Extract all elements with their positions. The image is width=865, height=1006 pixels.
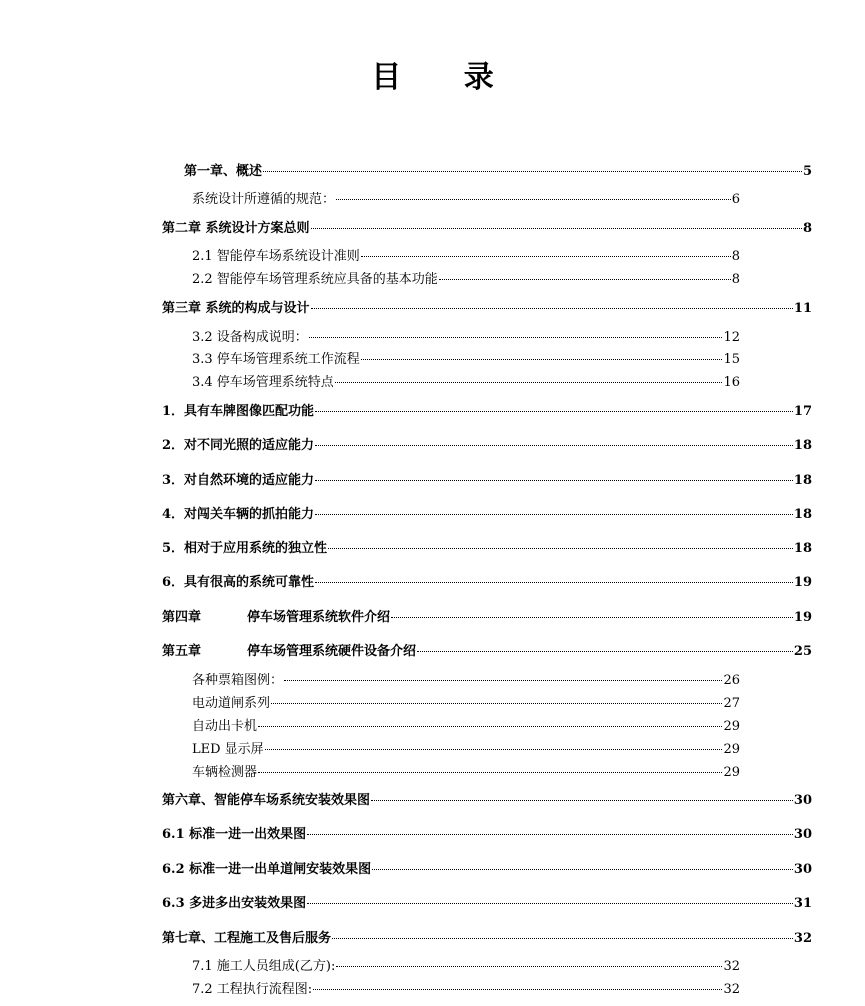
toc-page-number: 29 [723, 719, 740, 734]
toc-page-number: 18 [793, 507, 812, 522]
toc-entry[interactable] [162, 861, 812, 879]
toc-entry-label: 3.2 设备构成说明： [192, 330, 308, 345]
toc-leader-dots [315, 582, 793, 583]
toc-page-number: 31 [793, 896, 812, 911]
toc-entry[interactable] [192, 329, 740, 347]
toc-entry-label: 6.1 标准一进一出效果图 [162, 827, 307, 842]
toc-entry[interactable] [192, 248, 740, 266]
toc-entry-label: 5．相对于应用系统的独立性 [162, 541, 328, 556]
toc-entry[interactable] [162, 300, 812, 318]
toc-page-number: 18 [793, 438, 812, 453]
toc-entry[interactable] [162, 930, 812, 948]
toc-leader-dots [372, 869, 793, 870]
toc-leader-dots [258, 726, 722, 727]
toc-entry-label: 2.1 智能停车场系统设计准则 [192, 249, 360, 264]
toc-leader-dots [263, 171, 802, 172]
toc-leader-dots [311, 228, 802, 229]
toc-leader-dots [361, 359, 723, 360]
toc-entry-label: LED 显示屏 [192, 742, 264, 757]
toc-entry[interactable] [192, 958, 740, 976]
toc-leader-dots [332, 938, 793, 939]
toc-entry[interactable] [192, 351, 740, 369]
toc-entry[interactable] [162, 826, 812, 844]
toc-leader-dots [328, 548, 793, 549]
toc-entry-label: 3.3 停车场管理系统工作流程 [192, 352, 360, 367]
toc-entry-label: 7.2 工程执行流程图: [192, 982, 313, 997]
toc-entry[interactable] [162, 403, 812, 421]
toc-page-number: 27 [723, 696, 740, 711]
toc-page-number: 8 [802, 221, 812, 236]
toc-leader-dots [284, 680, 722, 681]
toc-entry[interactable] [162, 540, 812, 558]
toc-page-number: 29 [723, 765, 740, 780]
toc-entry-label: 车辆检测器 [192, 765, 258, 780]
toc-entry[interactable] [162, 609, 812, 627]
toc-entry-label: 4．对闯关车辆的抓拍能力 [162, 507, 315, 522]
toc-page-number: 16 [723, 375, 740, 390]
toc-leader-dots [315, 411, 793, 412]
toc-leader-dots [315, 480, 793, 481]
toc-leader-dots [371, 800, 793, 801]
toc-entry[interactable] [192, 718, 740, 736]
toc-page-number: 19 [793, 610, 812, 625]
toc-page-number: 17 [793, 404, 812, 419]
toc-entry-label: 第四章 [162, 610, 202, 625]
toc-entry[interactable] [192, 271, 740, 289]
toc-page-number: 18 [793, 541, 812, 556]
toc-page-number: 8 [731, 249, 740, 264]
toc-entry[interactable] [162, 506, 812, 524]
toc-entry-subtitle: 停车场管理系统软件介绍 [247, 610, 391, 625]
toc-entry[interactable] [192, 191, 740, 209]
toc-entry[interactable] [162, 220, 812, 238]
toc-entry[interactable] [162, 895, 812, 913]
toc-page-number: 12 [723, 330, 740, 345]
toc-leader-dots [309, 337, 723, 338]
toc-entry-label: 系统设计所遵循的规范： [192, 192, 336, 207]
toc-leader-dots [391, 617, 793, 618]
toc-entry[interactable] [184, 163, 812, 181]
toc-entry-label: 第六章、智能停车场系统安装效果图 [162, 793, 371, 808]
toc-title: 目 录 [371, 60, 520, 95]
toc-page-number: 32 [723, 982, 740, 997]
toc-leader-dots [361, 256, 731, 257]
toc-entry-label: 6．具有很高的系统可靠性 [162, 575, 315, 590]
toc-entry-subtitle: 停车场管理系统硬件设备介绍 [247, 644, 417, 659]
toc-entry[interactable] [162, 472, 812, 490]
toc-page-number: 15 [723, 352, 740, 367]
toc-page-number: 11 [793, 301, 812, 316]
toc-leader-dots [258, 772, 722, 773]
toc-entry-label: 3.4 停车场管理系统特点 [192, 375, 334, 390]
toc-page-number: 6 [731, 192, 740, 207]
toc-entry-label: 各种票箱图例： [192, 673, 284, 688]
toc-leader-dots [439, 279, 731, 280]
toc-leader-dots [313, 989, 722, 990]
toc-entry-label: 6.2 标准一进一出单道闸安装效果图 [162, 862, 372, 877]
toc-leader-dots [315, 445, 793, 446]
toc-leader-dots [336, 966, 722, 967]
toc-page-number: 32 [793, 931, 812, 946]
toc-page-number: 29 [723, 742, 740, 757]
toc-entry[interactable] [162, 574, 812, 592]
toc-entry-label: 第一章、概述 [184, 164, 263, 179]
toc-entry[interactable] [192, 741, 740, 759]
toc-entry-label: 第五章 [162, 644, 202, 659]
toc-leader-dots [265, 749, 723, 750]
toc-entry[interactable] [192, 374, 740, 392]
toc-entry-label: 7.1 施工人员组成(乙方): [192, 959, 336, 974]
toc-page-number: 5 [802, 164, 812, 179]
toc-entry-label: 第三章 系统的构成与设计 [162, 301, 310, 316]
toc-entry[interactable] [192, 764, 740, 782]
toc-page-number: 18 [793, 473, 812, 488]
toc-entry-label: 第二章 系统设计方案总则 [162, 221, 310, 236]
toc-leader-dots [307, 834, 793, 835]
toc-leader-dots [417, 651, 793, 652]
toc-page-number: 30 [793, 862, 812, 877]
toc-entry-label: 自动出卡机 [192, 719, 258, 734]
toc-entry[interactable] [192, 981, 740, 999]
toc-leader-dots [271, 703, 722, 704]
toc-page-number: 19 [793, 575, 812, 590]
toc-entry-label: 电动道闸系列 [192, 696, 271, 711]
toc-entry-label: 2.2 智能停车场管理系统应具备的基本功能 [192, 272, 438, 287]
toc-entry[interactable] [192, 672, 740, 690]
toc-leader-dots [307, 903, 793, 904]
toc-page-number: 32 [723, 959, 740, 974]
toc-leader-dots [336, 199, 731, 200]
toc-page-number: 30 [793, 793, 812, 808]
toc-leader-dots [315, 514, 793, 515]
toc-entry-label: 2．对不同光照的适应能力 [162, 438, 315, 453]
toc-page-number: 25 [793, 644, 812, 659]
toc-entry[interactable] [192, 695, 740, 713]
toc-entry-label: 3．对自然环境的适应能力 [162, 473, 315, 488]
toc-page-number: 8 [731, 272, 740, 287]
toc-entry-label: 1．具有车牌图像匹配功能 [162, 404, 315, 419]
toc-entry[interactable] [162, 437, 812, 455]
toc-entry[interactable] [162, 643, 812, 661]
toc-entry-label: 6.3 多进多出安装效果图 [162, 896, 307, 911]
toc-entry[interactable] [162, 792, 812, 810]
toc-leader-dots [335, 382, 723, 383]
toc-page-number: 30 [793, 827, 812, 842]
toc-entry-label: 第七章、工程施工及售后服务 [162, 931, 332, 946]
toc-leader-dots [311, 308, 793, 309]
toc-page-number: 26 [723, 673, 740, 688]
